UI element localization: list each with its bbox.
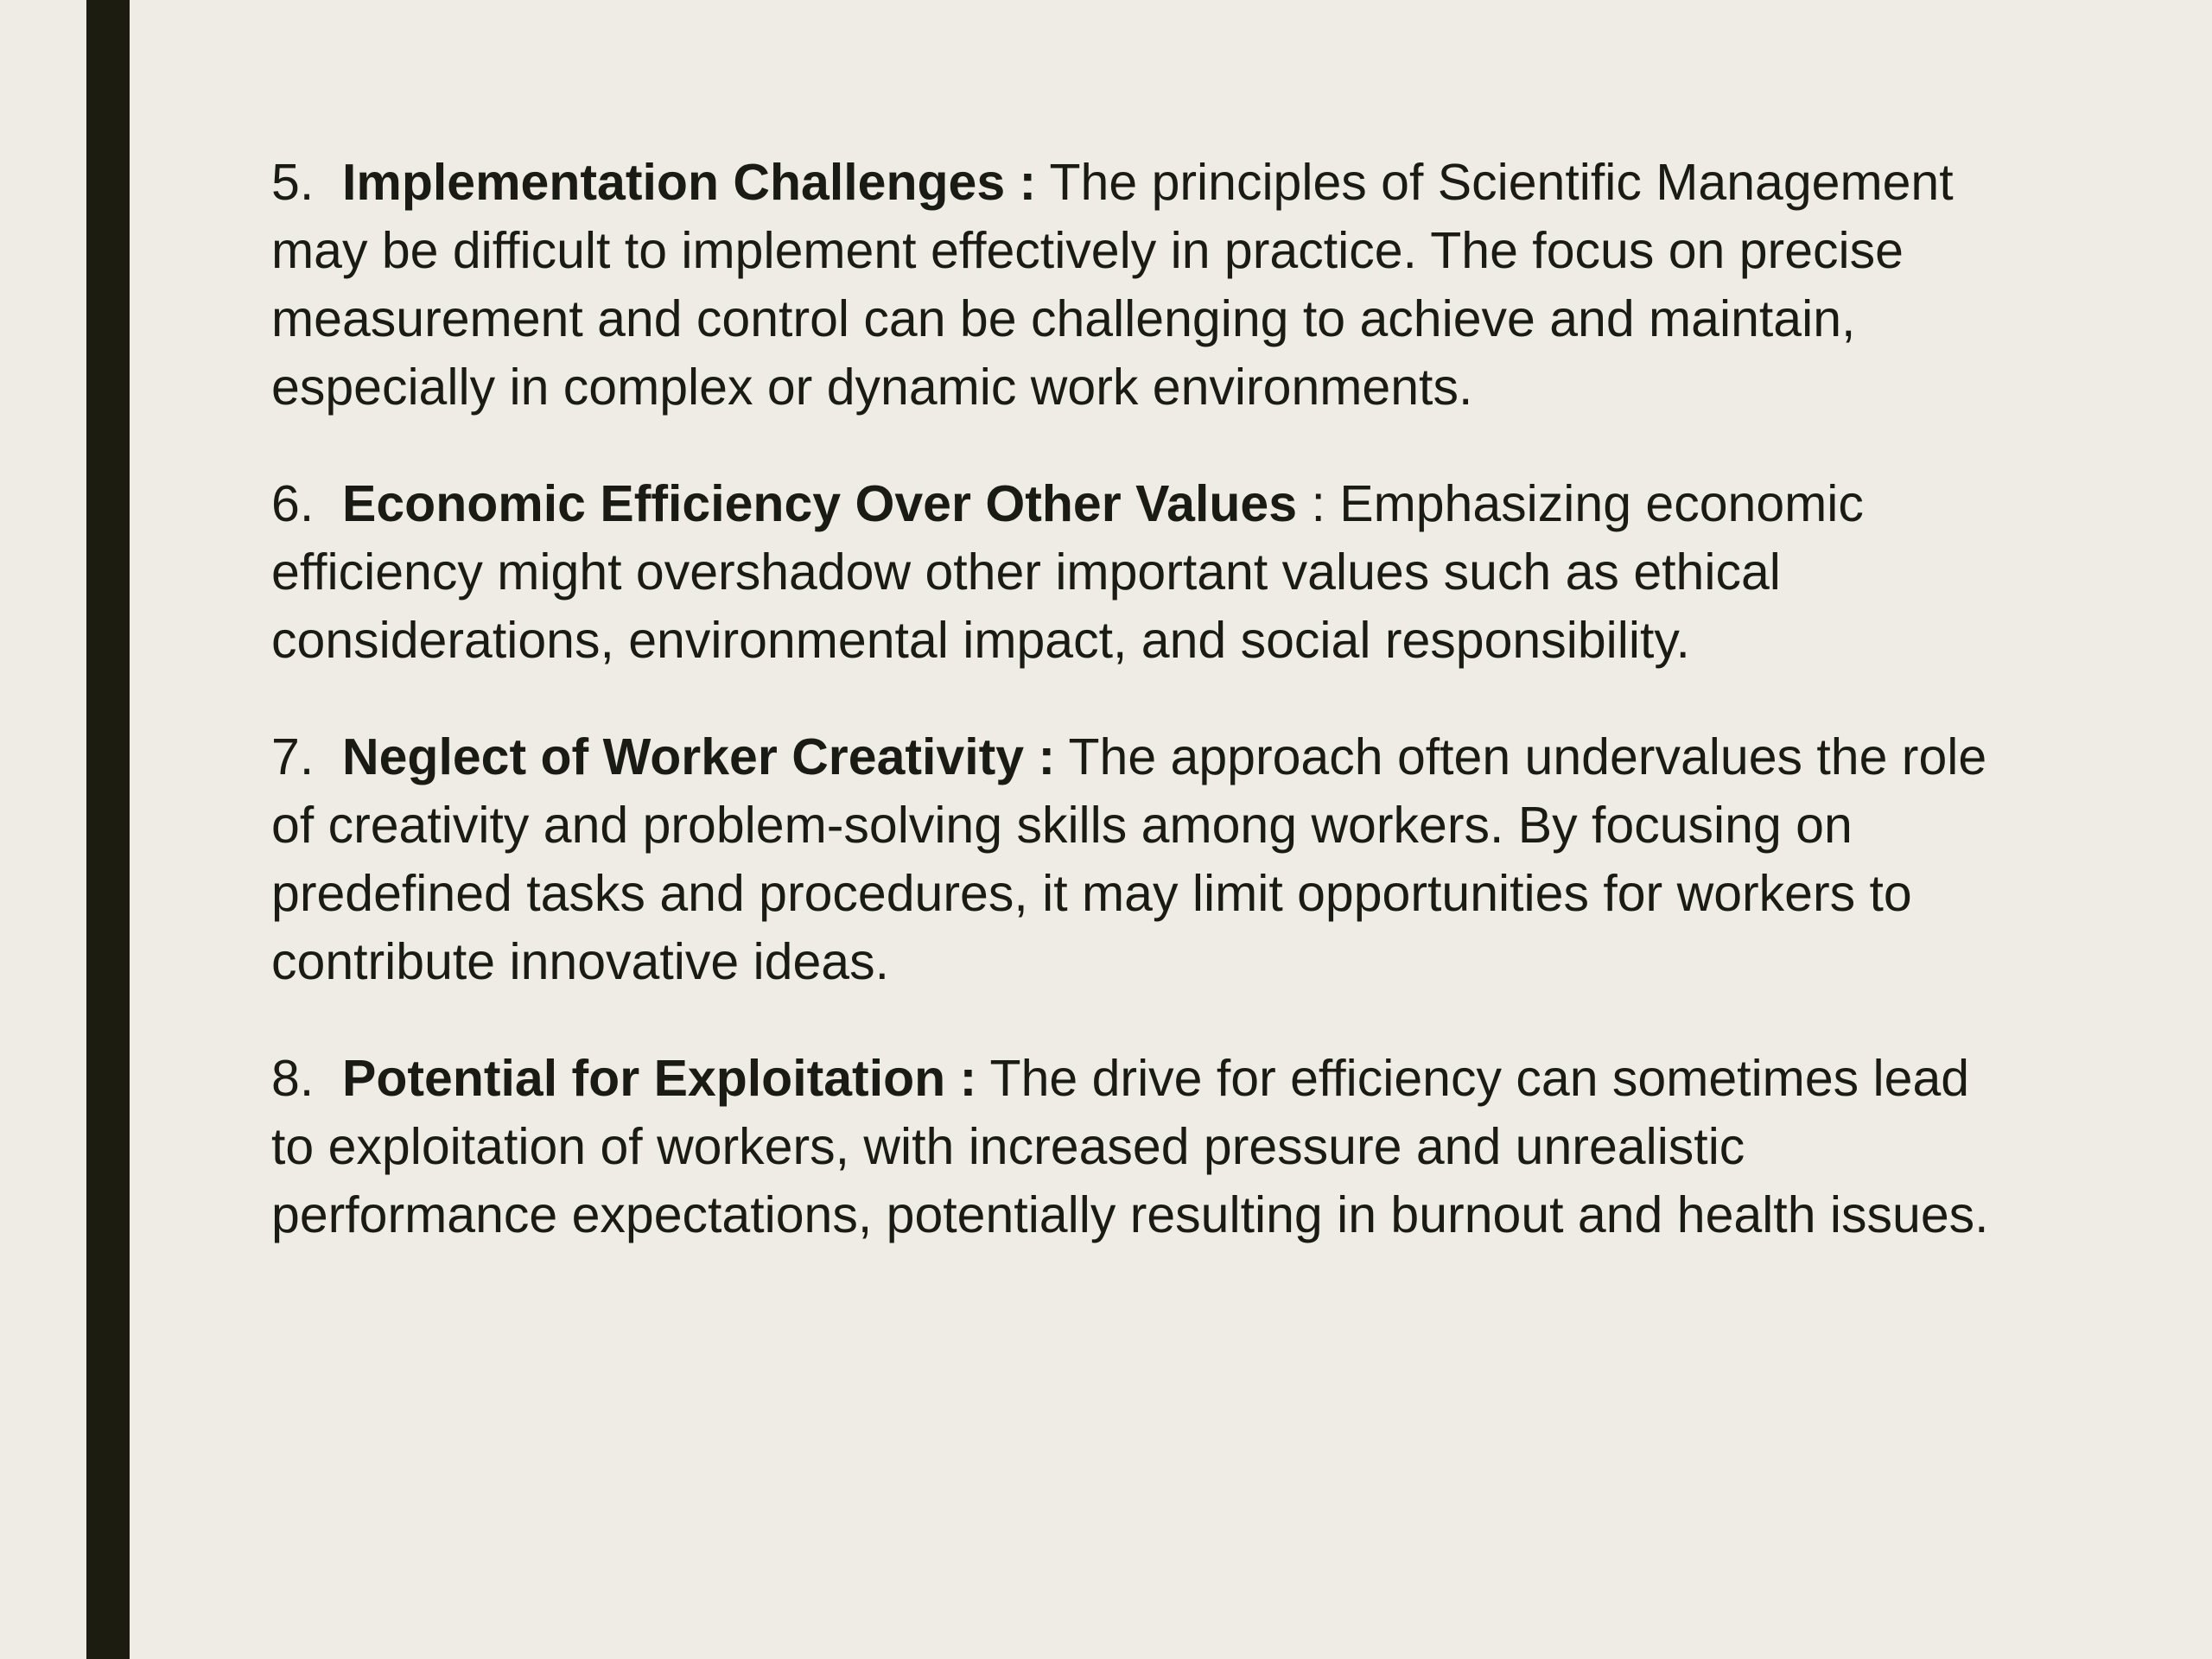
item-number: 5. [271,154,315,211]
item-title: Economic Efficiency Over Other Values [342,475,1298,532]
item-text: : Emphasizing economic efficiency might overshadow other important values such as ethical considerations, environmental impact, and social responsibility. [271,475,1864,669]
slide-body [271,149,1991,1298]
list-item-6 [271,470,1991,675]
list-item-8 [271,1045,1991,1249]
item-number: 6. [271,475,315,532]
left-accent-bar [86,0,130,1659]
list-item-7 [271,723,1991,996]
item-number: 7. [271,728,315,785]
item-number: 8. [271,1050,315,1107]
item-text: The approach often undervalues the role of creativity and problem-solving skills among workers. By focusing on predefined tasks and procedures, it may limit opportunities for workers to contribute innovative ideas. [271,728,1987,990]
item-text: The principles of Scientific Management may be difficult to implement effectively in practice. The focus on precise measurement and control can be challenging to achieve and maintain, especially in complex or dynamic work environments. [271,154,1954,416]
list-item-5 [271,149,1991,422]
item-title: Neglect of Worker Creativity : [342,728,1056,785]
item-title: Implementation Challenges : [342,154,1037,211]
item-title: Potential for Exploitation : [342,1050,977,1107]
item-text: The drive for efficiency can sometimes lead to exploitation of workers, with increased pressure and unrealistic performance expectations, potentially resulting in burnout and health issues. [271,1050,1989,1243]
